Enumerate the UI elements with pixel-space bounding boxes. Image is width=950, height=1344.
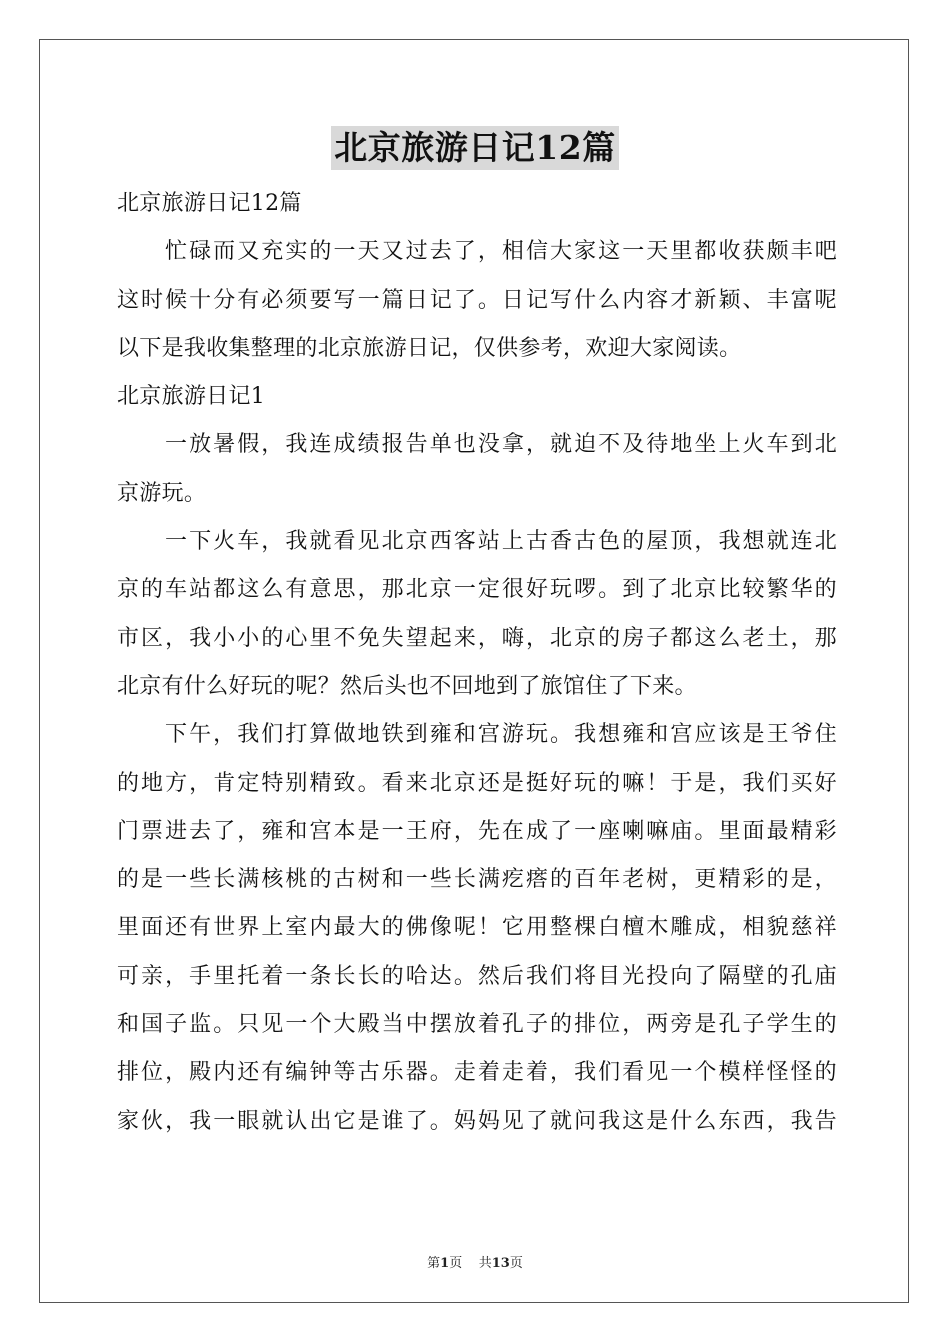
document-body: [117, 180, 837, 1146]
footer-page-prefix: 第: [427, 1256, 441, 1271]
text-line: 可亲，手里托着一条长长的哈达。然后我们将目光投向了隔壁的孔庙: [117, 963, 837, 989]
title-container: [0, 126, 950, 170]
text-line: 一下火车，我就看见北京西客站上古香古色的屋顶，我想就连北: [165, 529, 837, 555]
footer-total-pages: 13: [491, 1256, 510, 1271]
text-line: 北京有什么好玩的呢？然后头也不回地到了旅馆住了下来。: [117, 673, 697, 699]
text-line: 北京旅游日记12篇: [117, 191, 302, 216]
text-line: 和国子监。只见一个大殿当中摆放着孔子的排位，两旁是孔子学生的: [117, 1012, 837, 1038]
footer-page-suffix: 页: [449, 1256, 463, 1271]
page-footer: [0, 1252, 950, 1271]
document-title: 北京旅游日记12篇: [331, 126, 618, 170]
footer-total-suffix: 页: [509, 1256, 523, 1271]
text-line: 里面还有世界上室内最大的佛像呢！它用整棵白檀木雕成，相貌慈祥: [117, 915, 837, 941]
text-line: 京的车站都这么有意思，那北京一定很好玩啰。到了北京比较繁华的: [117, 577, 837, 603]
text-line: 北京旅游日记1: [117, 384, 266, 410]
text-line: 市区，我小小的心里不免失望起来，嗨，北京的房子都这么老土，那: [117, 625, 837, 651]
text-line: 京游玩。: [117, 480, 207, 506]
text-line: 的是一些长满核桃的古树和一些长满疙瘩的百年老树，更精彩的是，: [117, 867, 837, 893]
text-line: 家伙，我一眼就认出它是谁了。妈妈见了就问我这是什么东西，我告: [117, 1108, 837, 1134]
text-line: 以下是我收集整理的北京旅游日记，仅供参考，欢迎大家阅读。: [117, 335, 742, 361]
text-line: 忙碌而又充实的一天又过去了，相信大家这一天里都收获颇丰吧: [165, 239, 837, 265]
text-line: 一放暑假，我连成绩报告单也没拿，就迫不及待地坐上火车到北: [165, 432, 837, 458]
text-line: 排位，殿内还有编钟等古乐器。走着走着，我们看见一个模样怪怪的: [117, 1060, 837, 1086]
text-line: 门票进去了，雍和宫本是一王府，先在成了一座喇嘛庙。里面最精彩: [117, 818, 837, 844]
footer-total-prefix: 共: [478, 1256, 492, 1271]
text-line: 下午，我们打算做地铁到雍和宫游玩。我想雍和宫应该是王爷住: [165, 722, 837, 748]
text-line: 这时候十分有必须要写一篇日记了。日记写什么内容才新颖、丰富呢: [117, 287, 837, 313]
footer-page-number: 1: [440, 1256, 450, 1271]
text-line: 的地方，肯定特别精致。看来北京还是挺好玩的嘛！于是，我们买好: [117, 770, 837, 796]
